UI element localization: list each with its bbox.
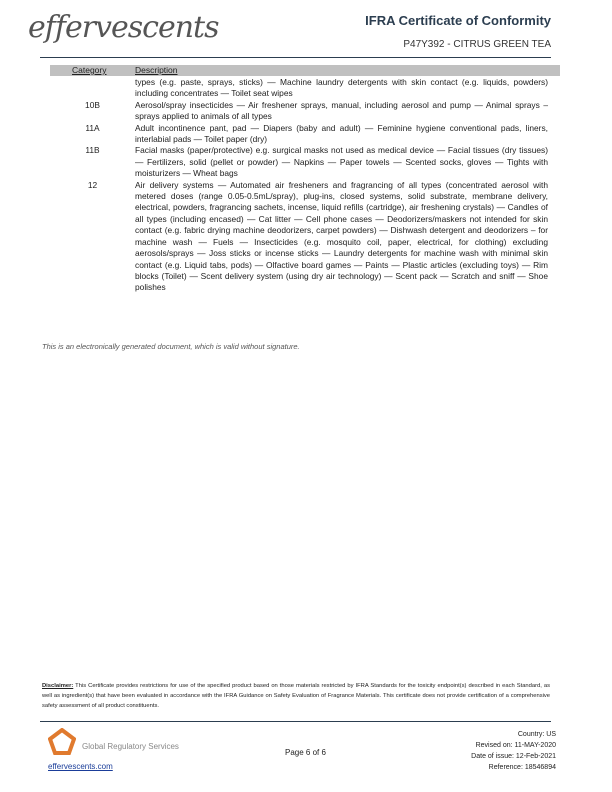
table-row — [50, 145, 560, 179]
table-header — [50, 65, 560, 76]
description-cell: Air delivery systems — Automated air fresheners and fragrancing of all types (concentrated aerosol with metered doses (range 0.05-0.5mL/spray), plug-ins, closed systems, solid substrate, membrane delivery, electrical, powders, fragrancing sachets, incense, liquid refills (cartridge), air freshening crystals) — Candles of all types (including encased) — Cat litter — Cell phone cases — Deodorizers/maskers not intended for skin contact (e.g. fabric drying machine deodorizers, carpet powders) — Dishwash detergent and deodorizers – for machine wash — Fuels — Insecticides (e.g. mosquito coil, paper, electrical, for clothing) excluding aerosols/sprays — Joss sticks or incense sticks — Laundry detergents for machine wash with minimal skin contact (e.g. Liquid tabs, pods) — Olfactive board games — Paints — Plastic articles (excluding toys) — Rim blocks (Toilet) — Scent delivery system (using dry air technology) — Scent pack — Scratch and sniff — Shoe polishes — [135, 179, 548, 293]
document-meta — [471, 729, 556, 773]
disclaimer — [42, 681, 550, 711]
disclaimer-label: Disclaimer: — [42, 683, 74, 689]
footer-divider — [40, 721, 551, 722]
header-divider — [40, 57, 551, 58]
column-description: Description — [135, 65, 178, 75]
category-cell: 12 — [87, 179, 98, 190]
document-title: IFRA Certificate of Conformity — [365, 13, 551, 28]
table-row — [50, 100, 560, 123]
country: Country: US — [517, 731, 556, 738]
category-cell: 11B — [85, 145, 100, 156]
revised-date: Revised on: 11-MAY-2020 — [475, 742, 556, 749]
category-cell: 10B — [85, 99, 100, 110]
pentagon-logo-icon — [48, 728, 76, 756]
electronic-document-note: This is an electronically generated document, which is valid without signature. — [42, 342, 300, 351]
description-cell: Facial masks (paper/protective) e.g. surgical masks not used as medical device — Facial tissues (dry tissues) — Fertilizers, solid (pellet or powder) — Napkins — Paper towels — Scented socks, gloves — Tights with moisturizers — Wheat bags — [135, 145, 548, 179]
table-row — [50, 180, 560, 294]
category-cell: 11A — [85, 122, 100, 133]
website-link[interactable]: effervescents.com — [48, 762, 113, 771]
reference-number: Reference: 18546894 — [488, 764, 556, 771]
category-cell — [50, 77, 135, 100]
product-subtitle: P47Y392 - CITRUS GREEN TEA — [403, 39, 551, 50]
disclaimer-text: This Certificate provides restrictions for use of the specified product based on those materials restricted by IFRA Standards for the toxicity endpoint(s) described in each Standard, as well as ingredient(s) that have been evaluated in accordance with the IFRA Guidance on Safety Evaluation of Fragrance Materials. This certificate does not provide certification of a comprehensive safety assessment of all product constituents. — [42, 683, 550, 709]
page-number: Page 6 of 6 — [285, 748, 326, 757]
description-cell: Adult incontinence pant, pad — Diapers (baby and adult) — Feminine hygiene conventional pads, liners, interlabial pads — Toilet paper (dry) — [135, 122, 548, 145]
global-regulatory-services-label: Global Regulatory Services — [82, 742, 179, 751]
issue-date: Date of issue: 12-Feb-2021 — [471, 753, 556, 760]
table-row — [50, 77, 560, 100]
category-table — [50, 77, 560, 294]
description-cell: types (e.g. paste, sprays, sticks) — Machine laundry detergents with skin contact (e.g. liquids, powders) including concentrates — Toilet seat wipes — [135, 77, 548, 99]
description-cell: Aerosol/spray insecticides — Air freshener sprays, manual, including aerosol and pump — Animal sprays – sprays applied to animals of all types — [135, 99, 548, 122]
effervescents-logo: effervescents — [28, 10, 219, 45]
table-row — [50, 123, 560, 146]
column-category: Category — [72, 65, 107, 75]
